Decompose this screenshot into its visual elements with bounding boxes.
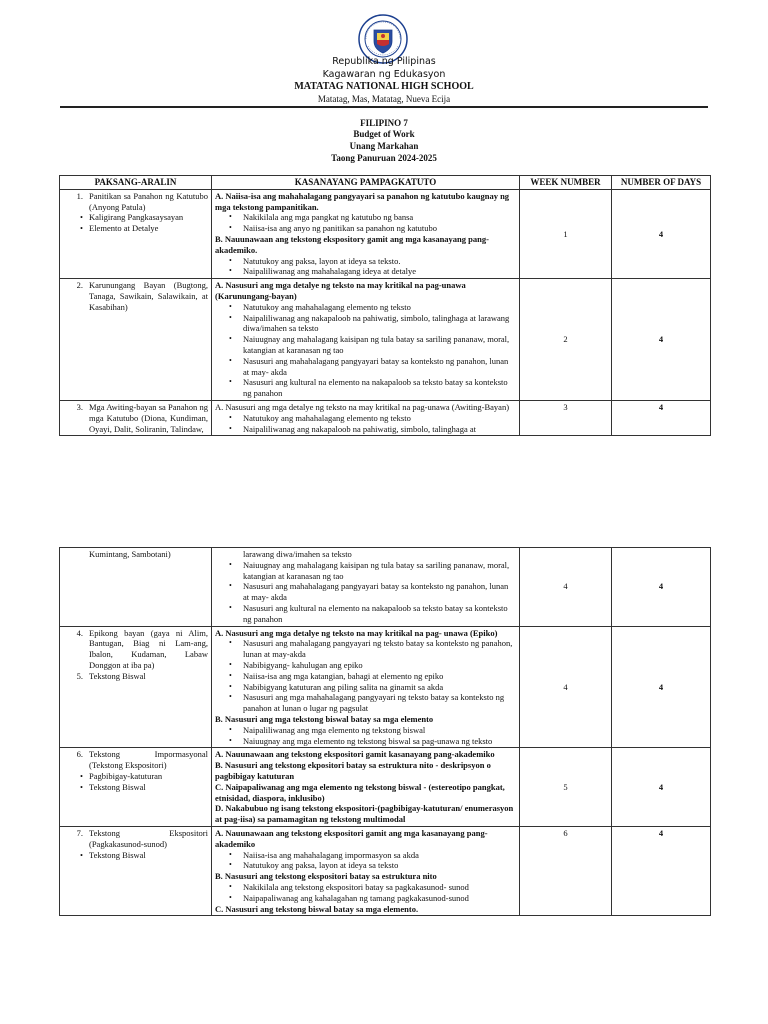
bullet-marker: •	[229, 638, 232, 648]
skill-bullet-item	[215, 850, 516, 861]
skill-text: Natutukoy ang mahahalagang elemento ng teksto	[243, 412, 411, 423]
skill-heading: A. Naiisa-isa ang mahahalagang pangyayari sa panahon ng katutubo kaugnay ng mga tekstong pampanitikan.	[215, 190, 510, 212]
topic-cell	[60, 279, 212, 401]
skills-cell	[212, 626, 520, 748]
skill-heading: B. Nasusuri ang mga tekstong biswal batay sa mga elemento	[215, 713, 434, 724]
bullet-marker: •	[229, 266, 232, 276]
skill-bullet-item	[215, 860, 516, 871]
topic-text: Tekstong Ekspositori (Pagkakasunod-sunod)	[89, 827, 208, 849]
table-row	[60, 548, 711, 627]
topic-item	[63, 771, 208, 782]
skills-cell	[212, 279, 520, 401]
week-number-cell: 4	[520, 626, 612, 748]
skill-heading: B. Nasusuri ang tekstong ekspositori batay sa estruktura nito	[215, 871, 437, 882]
skill-heading: B. Nasusuri ang tekstong ekpositori batay sa estruktura nito - deskripsyon o pagbibigay katuturan	[215, 760, 491, 781]
skill-bullet-item	[215, 638, 516, 660]
topic-cell	[60, 400, 212, 435]
table-row	[60, 400, 711, 435]
skill-text: Nakikilala ang tekstong ekspositori batay sa pagkakasunod- sunod	[243, 881, 469, 892]
skill-heading: A. Nasusuri ang mga detalye ng teksto na may kritikal na pag-unawa (Awiting-Bayan)	[215, 401, 510, 412]
skill-text: Nasusuri ang mahahalagang pangyayari batay sa konteksto ng panahon, lunan at may- akda	[243, 355, 509, 377]
header-days: NUMBER OF DAYS	[612, 176, 711, 190]
bullet-marker: •	[229, 223, 232, 233]
topic-marker: 4.	[76, 627, 83, 638]
topic-marker: •	[80, 770, 83, 781]
topic-cell	[60, 826, 212, 915]
school-year: Taong Panuruan 2024-2025	[331, 153, 437, 163]
week-number-cell: 6	[520, 826, 612, 915]
days-count-cell: 4	[612, 189, 711, 278]
skill-bullet-item	[215, 682, 516, 693]
skill-text: Naiisa-isa ang mga katangian, bahagi at elemento ng epiko	[243, 670, 444, 681]
week-number-cell: 1	[520, 189, 612, 278]
skill-text: Naiisa-isa ang mahahalagang impormasyon sa akda	[243, 849, 419, 860]
header-week: WEEK NUMBER	[520, 176, 612, 190]
topic-cell	[60, 626, 212, 748]
seal-text	[0, 0, 1, 1]
skill-heading: A. Nauunawaan ang tekstong ekspositori gamit kasanayang pang-akademiko	[215, 749, 495, 760]
table-row	[60, 826, 711, 915]
days-count-cell: 4	[612, 548, 711, 627]
week-number-cell: 2	[520, 279, 612, 401]
table-row	[60, 279, 711, 401]
topic-marker: 6.	[76, 749, 83, 760]
bullet-marker: •	[229, 602, 232, 612]
topic-marker: •	[80, 212, 83, 223]
topic-marker: 1.	[76, 190, 83, 201]
bullet-marker: •	[229, 581, 232, 591]
skill-bullet-item	[215, 692, 516, 714]
topic-item	[63, 828, 208, 850]
week-number-cell: 5	[520, 748, 612, 827]
topic-text: Tekstong Biswal	[89, 781, 146, 792]
skill-bullet-item	[215, 223, 516, 234]
skill-text: Naiuugnay ang mahalagang kaisipan ng tula batay sa sariling pananaw, moral, katangian at karanasan ng tao	[243, 334, 510, 355]
skill-bullet-item	[215, 313, 516, 335]
bullet-marker: •	[229, 559, 232, 569]
bullet-marker: •	[229, 724, 232, 734]
skill-heading: D. Nakabubuo ng isang tekstong ekspositori-(pagbibigay-katuturan/ enumerasyon at pag-iisa) sa pamamagitan ng tekstong multimodal	[215, 803, 514, 825]
topic-text: Tekstong Biswal	[89, 849, 146, 860]
topic-item	[63, 280, 208, 312]
topic-item	[63, 549, 208, 560]
topic-text: Epikong bayan (gaya ni Alim, Bantugan, Biag ni Lam-ang, Ibalon, Kudaman, Labaw Donggon at iba pa)	[89, 627, 208, 670]
skill-heading: A. Nauunawaan ang tekstong ekspositori gamit ang mga kasanayang pang-akademiko	[215, 827, 488, 849]
table-row	[60, 189, 711, 278]
skill-bullet-item	[215, 377, 516, 399]
topic-marker: •	[80, 223, 83, 234]
skill-heading: C. Naipapaliwanag ang mga elemento ng tekstong biswal - (estereotipo pangkat, etnisidad, diaspora, inklusibo)	[215, 781, 505, 803]
skill-bullet-item	[215, 660, 516, 671]
bullet-marker: •	[229, 659, 232, 669]
skill-text: Nabibigyang katuturan ang piling salita na ginamit sa akda	[243, 681, 444, 692]
bullet-marker: •	[229, 355, 232, 365]
topic-item	[63, 223, 208, 234]
skill-text: Natutukoy ang paksa, layon at ideya sa teksto	[243, 860, 399, 871]
topic-text: Mga Awiting-bayan sa Panahon ng mga Katutubo (Diona, Kundiman, Oyayi, Dalit, Soliranin, Talindaw,	[89, 401, 208, 434]
skill-continued-text: larawang diwa/imahen sa teksto	[243, 549, 352, 559]
skill-text: Nasusuri ang mahalagang pangyayari ng teksto batay sa konteksto ng panahon, lunan at may-akda	[243, 638, 513, 660]
skill-text: Naipapaliwanag ang kahalagahan ng tamang pagkakasunod-sunod	[243, 892, 469, 903]
topic-item	[63, 402, 208, 434]
topic-marker: 2.	[76, 280, 83, 291]
skill-bullet-item	[215, 671, 516, 682]
table-row	[60, 626, 711, 748]
topic-item	[63, 671, 208, 682]
bullet-marker: •	[229, 301, 232, 311]
skill-text: Naipaliliwanag ang mahahalagang ideya at detalye	[243, 266, 416, 277]
skill-bullet-item	[215, 356, 516, 378]
header-topic: PAKSANG-ARALIN	[60, 176, 212, 190]
skill-bullet-item	[215, 725, 516, 736]
quarter-title: Unang Markahan	[349, 141, 419, 151]
skill-text: Naipaliliwanag ang nakapaloob na pahiwatig, simbolo, talinghaga at	[243, 423, 476, 434]
days-count-cell: 4	[612, 826, 711, 915]
topic-item	[63, 850, 208, 861]
skill-heading: A. Nasusuri ang mga detalye ng teksto na may kritikal na pag- unawa (Epiko)	[215, 627, 498, 638]
bullet-marker: •	[229, 670, 232, 680]
skill-text: Nasusuri ang mga mahahalagang pangyayari ng teksto batay sa konteksto ng panahon at lunan o lugar ng pagsulat	[243, 692, 505, 714]
skill-text: Nasusuri ang mahahalagang pangyayari batay sa konteksto ng panahon, lunan at may- akda	[243, 581, 509, 603]
subject-title: FILIPINO 7	[360, 118, 408, 128]
skills-cell	[212, 826, 520, 915]
topic-item	[63, 191, 208, 213]
skill-text: Naiuugnay ang mahalagang kaisipan ng tula batay sa sariling pananaw, moral, katangian at karanasan ng tao	[243, 559, 510, 581]
topic-cell	[60, 548, 212, 627]
table-header-row	[60, 176, 711, 190]
skill-text: Nasusuri ang kultural na elemento na nakapaloob sa teksto batay sa konteksto ng panahon	[243, 377, 508, 399]
skill-text: Natutukoy ang paksa, layon at ideya sa teksto.	[243, 255, 401, 266]
skill-bullet-item	[215, 413, 516, 424]
skill-bullet-item	[215, 581, 516, 603]
skill-text: Naipaliliwanag ang nakapaloob na pahiwatig, simbolo, talinghaga at larawang diwa/imahen sa teksto	[243, 312, 510, 334]
topic-text: Kumintang, Sambotani)	[89, 549, 171, 559]
topic-marker: 7.	[76, 827, 83, 838]
skill-bullet-item	[215, 603, 516, 625]
skills-cell	[212, 748, 520, 827]
skills-cell	[212, 189, 520, 278]
skill-bullet-item	[215, 882, 516, 893]
topic-marker: •	[80, 781, 83, 792]
bullet-marker: •	[229, 681, 232, 691]
topic-marker	[63, 549, 89, 560]
topic-item	[63, 749, 208, 771]
skill-text: Nakikilala ang mga pangkat ng katutubo ng bansa	[243, 212, 414, 223]
department-text: Kagawaran ng Edukasyon	[322, 69, 446, 80]
skill-heading: B. Nauunawaan ang tekstong ekspository gamit ang mga kasanayang pang-akademiko.	[215, 233, 489, 255]
budget-table-part2	[59, 547, 711, 916]
days-count-cell: 4	[612, 748, 711, 827]
skill-text: Natutukoy ang mahahalagang elemento ng teksto	[243, 301, 411, 312]
header-skills: KASANAYANG PAMPAGKATUTO	[212, 176, 520, 190]
topic-text: Karunungang Bayan (Bugtong, Tanaga, Sawikain, Salawikain, at Kasabihan)	[89, 280, 208, 312]
topic-text: Kaligirang Pangkasaysayan	[89, 212, 184, 223]
topic-text: Elemento at Detalye	[89, 223, 159, 234]
bullet-marker: •	[229, 892, 232, 902]
republic-text: Republika ng Pilipinas	[332, 56, 436, 67]
bullet-marker: •	[229, 312, 232, 322]
topic-cell	[60, 189, 212, 278]
bullet-marker: •	[229, 212, 232, 222]
skill-bullet-item	[215, 560, 516, 582]
skill-bullet-item	[215, 256, 516, 267]
topic-text: Tekstong Biswal	[89, 670, 146, 681]
days-count-cell: 4	[612, 279, 711, 401]
doc-title: Budget of Work	[353, 129, 415, 139]
skill-heading: C. Nasusuri ang tekstong biswal batay sa mga elemento.	[215, 903, 419, 914]
topic-marker: 3.	[76, 401, 83, 412]
topic-marker: •	[80, 849, 83, 860]
skill-text: Nabibigyang- kahulugan ang epiko	[243, 659, 363, 670]
skill-heading: A. Nasusuri ang mga detalye ng teksto na may kritikal na pag-unawa (Karunungang-bayan)	[215, 280, 466, 301]
week-number-cell: 3	[520, 400, 612, 435]
table-row	[60, 748, 711, 827]
school-address: Matatag, Mas, Matatag, Nueva Ecija	[317, 94, 451, 104]
skill-bullet-item	[215, 334, 516, 356]
days-count-cell: 4	[612, 626, 711, 748]
skill-text: Naiuugnay ang mga elemento ng tekstong biswal sa pag-unawa ng teksto	[243, 735, 493, 746]
skill-bullet-item	[215, 266, 516, 277]
bullet-marker: •	[229, 860, 232, 870]
skills-cell	[212, 400, 520, 435]
topic-item	[63, 782, 208, 793]
topic-text: Panitikan sa Panahon ng Katutubo (Anyong Patula)	[89, 190, 208, 212]
skill-bullet-item	[215, 302, 516, 313]
topic-text: Tekstong Impormasyonal (Tekstong Ekspositori)	[89, 749, 208, 771]
skills-cell	[212, 548, 520, 627]
skill-bullet-item	[215, 893, 516, 904]
week-number-cell: 4	[520, 548, 612, 627]
bullet-marker: •	[229, 423, 232, 433]
days-count-cell: 4	[612, 400, 711, 435]
topic-item	[63, 628, 208, 671]
bullet-marker: •	[229, 849, 232, 859]
bullet-marker: •	[229, 881, 232, 891]
bullet-marker: •	[229, 412, 232, 422]
skill-bullet-item	[215, 212, 516, 223]
skill-bullet-item	[215, 424, 516, 435]
topic-item	[63, 212, 208, 223]
bullet-marker: •	[229, 255, 232, 265]
school-name: MATATAG NATIONAL HIGH SCHOOL	[294, 81, 474, 92]
bullet-marker: •	[229, 334, 232, 344]
topic-text: Pagbibigay-katuturan	[89, 770, 163, 781]
bullet-marker: •	[229, 377, 232, 387]
topic-marker: 5.	[76, 670, 83, 681]
skill-bullet-item	[215, 736, 516, 747]
header-divider	[60, 106, 708, 108]
budget-table-part1	[59, 175, 711, 436]
bullet-marker: •	[229, 692, 232, 702]
topic-cell	[60, 748, 212, 827]
skill-text: Naiisa-isa ang anyo ng panitikan sa panahon ng katutubo	[243, 223, 438, 234]
skill-text: Nasusuri ang kultural na elemento na nakapaloob sa teksto batay sa konteksto ng panahon	[243, 602, 508, 624]
skill-text: Naipaliliwanag ang mga elemento ng tekstong biswal	[243, 724, 426, 735]
bullet-marker: •	[229, 735, 232, 745]
